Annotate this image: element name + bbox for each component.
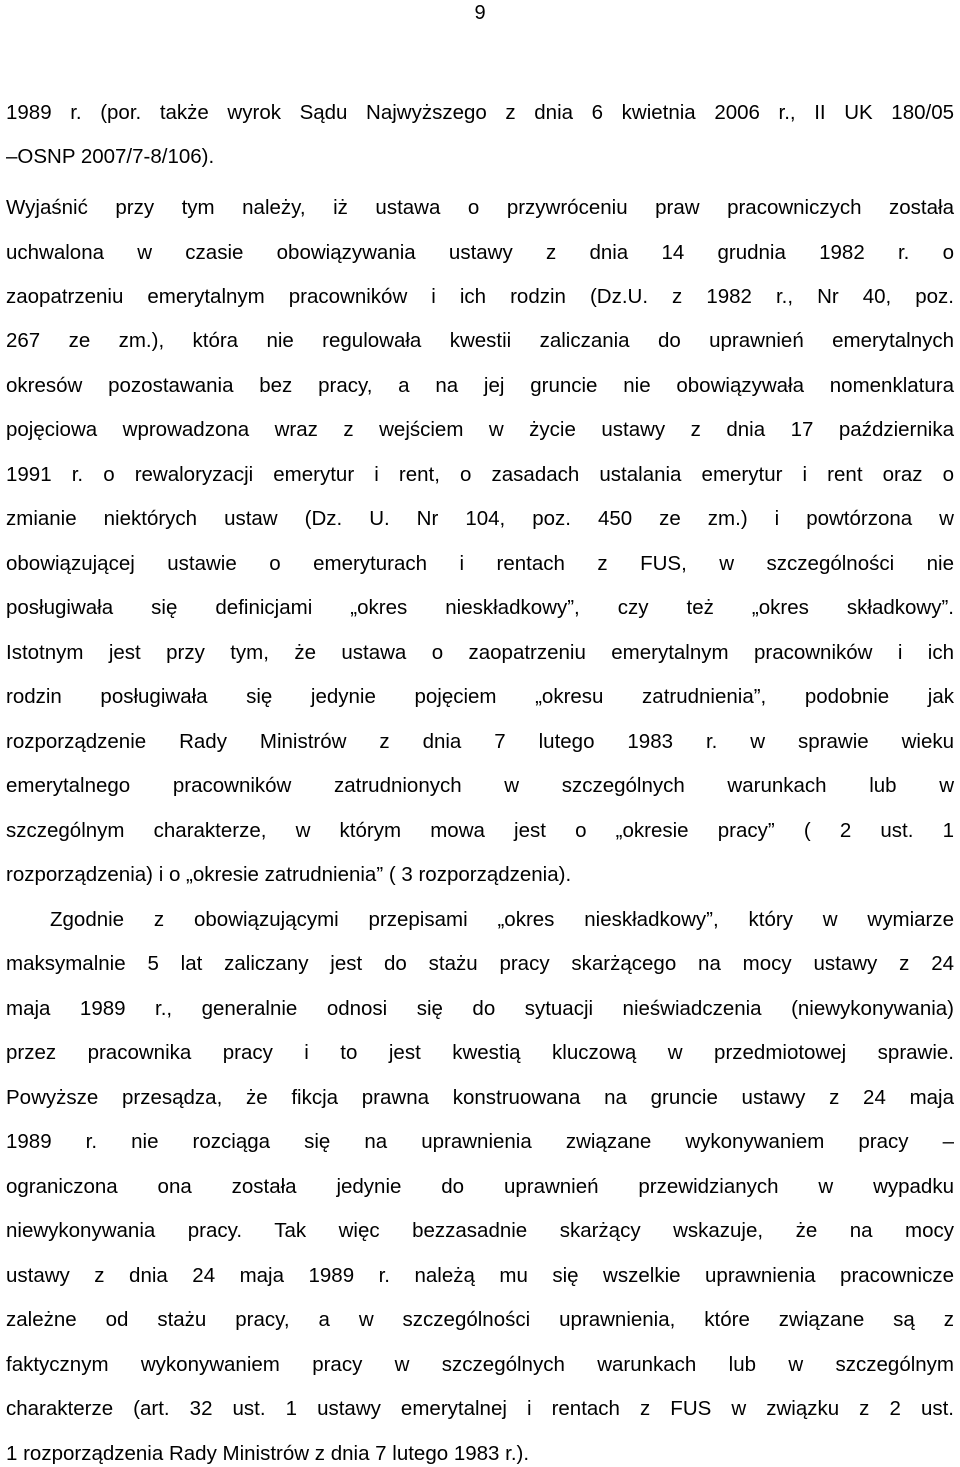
text-line: maja 1989 r., generalnie odnosi się do sytuacji nieświadczenia (niewykonywania) (6, 997, 954, 1020)
text-line: 1991 r. o rewaloryzacji emerytur i rent, o zasadach ustalania emerytur i rent oraz o (6, 463, 954, 486)
text-line: przez pracownika pracy i to jest kwestią kluczową w przedmiotowej sprawie. (6, 1041, 954, 1064)
text-line: rozporządzenie Rady Ministrów z dnia 7 lutego 1983 r. w sprawie wieku (6, 730, 954, 753)
text-line: posługiwała się definicjami „okres nieskładkowy”, czy też „okres składkowy”. (6, 596, 954, 619)
text-line: maksymalnie 5 lat zaliczany jest do stażu pracy skarżącego na mocy ustawy z 24 (6, 952, 954, 975)
text-line: –OSNP 2007/7-8/106). (6, 145, 215, 168)
text-line: Wyjaśnić przy tym należy, iż ustawa o przywróceniu praw pracowniczych została (6, 196, 954, 219)
text-line: obowiązującej ustawie o emeryturach i rentach z FUS, w szczególności nie (6, 552, 954, 575)
text-line: 1989 r. nie rozciąga się na uprawnienia związane wykonywaniem pracy – (6, 1130, 954, 1153)
text-line: 1 rozporządzenia Rady Ministrów z dnia 7 lutego 1983 r.). (6, 1442, 530, 1465)
text-line: okresów pozostawania bez pracy, a na jej gruncie nie obowiązywała nomenklatura (6, 374, 954, 397)
text-line: ustawy z dnia 24 maja 1989 r. należą mu się wszelkie uprawnienia pracownicze (6, 1264, 954, 1287)
text-line: faktycznym wykonywaniem pracy w szczególnych warunkach lub w szczególnym (6, 1353, 954, 1376)
text-line: emerytalnego pracowników zatrudnionych w szczególnych warunkach lub w (6, 774, 954, 797)
text-line: Istotnym jest przy tym, że ustawa o zaopatrzeniu emerytalnym pracowników i ich (6, 641, 954, 664)
text-line: szczególnym charakterze, w którym mowa jest o „okresie pracy” ( 2 ust. 1 (6, 819, 954, 842)
text-line: uchwalona w czasie obowiązywania ustawy z dnia 14 grudnia 1982 r. o (6, 241, 954, 264)
text-line: ograniczona ona została jedynie do uprawnień przewidzianych w wypadku (6, 1175, 954, 1198)
text-line: rodzin posługiwała się jedynie pojęciem „okresu zatrudnienia”, podobnie jak (6, 685, 954, 708)
text-line: niewykonywania pracy. Tak więc bezzasadnie skarżący wskazuje, że na mocy (6, 1219, 954, 1242)
page-number: 9 (474, 2, 486, 24)
text-line: 267 ze zm.), która nie regulowała kwestii zaliczania do uprawnień emerytalnych (6, 329, 954, 352)
text-line: rozporządzenia) i o „okresie zatrudnienia” ( 3 rozporządzenia). (6, 863, 572, 886)
text-line: zmianie niektórych ustaw (Dz. U. Nr 104, poz. 450 ze zm.) i powtórzona w (6, 507, 954, 530)
text-line: zależne od stażu pracy, a w szczególności uprawnienia, które związane są z (6, 1308, 954, 1331)
text-line: charakterze (art. 32 ust. 1 ustawy emerytalnej i rentach z FUS w związku z 2 ust. (6, 1397, 954, 1420)
text-line: 1989 r. (por. także wyrok Sądu Najwyższego z dnia 6 kwietnia 2006 r., II UK 180/05 (6, 101, 954, 124)
text-line: zaopatrzeniu emerytalnym pracowników i ich rodzin (Dz.U. z 1982 r., Nr 40, poz. (6, 285, 954, 308)
text-line: Powyższe przesądza, że fikcja prawna konstruowana na gruncie ustawy z 24 maja (6, 1086, 954, 1109)
text-line: Zgodnie z obowiązującymi przepisami „okres nieskładkowy”, który w wymiarze (50, 908, 954, 931)
text-line: pojęciowa wprowadzona wraz z wejściem w życie ustawy z dnia 17 października (6, 418, 954, 441)
